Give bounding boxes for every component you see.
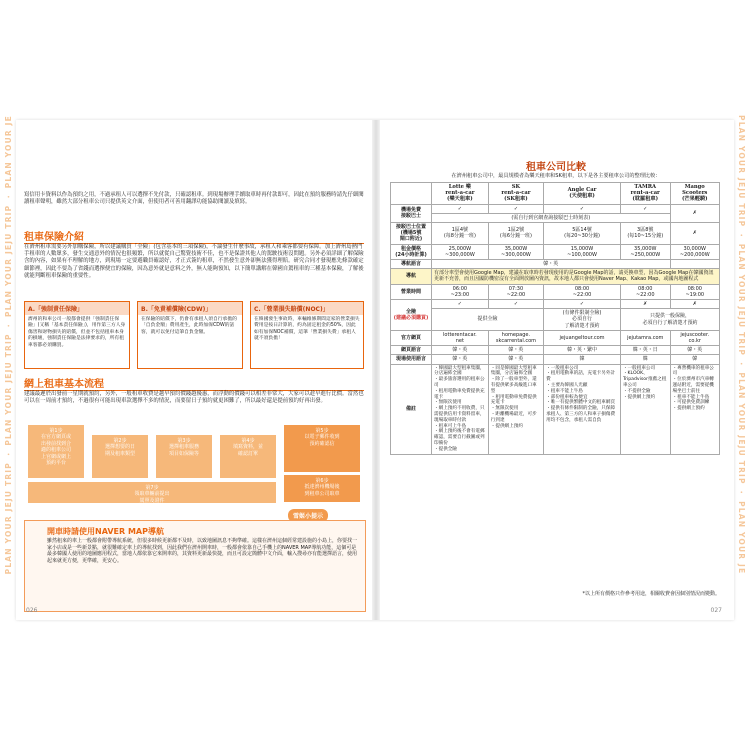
row-header-staff-lang: 現場使用語言 bbox=[391, 355, 432, 364]
page-number-left: 026 bbox=[26, 607, 38, 614]
card-body: 在保險的賠償下，仍會有承租人須自行承擔的「自負金額」費用產生，此時加保CDW的話客，就可以免付這筆自負金額。 bbox=[141, 317, 237, 335]
table-cell: 韓・英 bbox=[432, 346, 489, 355]
left-page bbox=[16, 120, 374, 620]
col-tamra: TAMRA rent-a-car (耽羅租車) bbox=[620, 183, 670, 205]
row-header-full-insurance bbox=[391, 300, 432, 331]
table-cell: ✗ bbox=[670, 300, 719, 309]
full-insurance-sub: (建議必須購買) bbox=[393, 314, 429, 321]
table-cell: 韓 bbox=[620, 355, 670, 364]
table-cell: ・同是韓國最大型租車集團，分店遍佈全國 ・除了一般車型外，還有提供眾多高級進口車型 ・租用電動車免費提供充電卡 ・無限次使用 ・距離機場最近，可步行到達 ・提供網上預約 bbox=[488, 364, 543, 454]
table-cell: 06:00 ~23:00 bbox=[432, 284, 489, 299]
table-cell: 08:00 ~22:00 bbox=[620, 284, 670, 299]
col-sk: SK rent-a-car (SK租車) bbox=[488, 183, 543, 205]
table-cell: ・專營機車的租車公司 ・位於濟州市汽車轉運站附近，需要從機場坐巴士前往 ・租車不能上牛島 ・可提供免費訓練 ・提供網上預約 bbox=[670, 364, 719, 454]
row-header-bus-stop: 接駁巴士位置 (機場5號 閘口附近) bbox=[391, 223, 432, 245]
table-cell: 15,000W ~100,000W bbox=[544, 244, 621, 259]
flow-step-3: 第3步 選擇租車服務 項目如保險等 bbox=[156, 435, 212, 478]
flow-step-4: 第4步 填寫資料，並 確認訂單 bbox=[220, 435, 276, 478]
table-cell: lotterentacar. net bbox=[432, 330, 489, 345]
book-spread bbox=[16, 120, 734, 620]
table-cell: 韓 bbox=[544, 355, 621, 364]
table-cell: ✓ bbox=[432, 204, 489, 213]
full-insurance-label: 全險 bbox=[405, 308, 416, 315]
side-banner-right: PLAN YOUR JEJU TRIP ・ PLAN YOUR JEJU TRIP ・ PLAN YOUR JEJU TRIP ・ PLAN YOUR JE bbox=[737, 115, 746, 575]
table-cell: 5區14號 (每20~30分鐘) bbox=[544, 223, 621, 245]
price-footnote: *以上所有價格只作參考用途，相關收費會因個別情況而變動。 bbox=[582, 591, 720, 597]
table-cell: ✓ bbox=[488, 300, 543, 309]
table-cell: ✓ bbox=[620, 204, 670, 213]
table-cell: 35,000W ~250,000W bbox=[620, 244, 670, 259]
table-row bbox=[391, 346, 720, 355]
table-cell: 1區2號 (每6分鐘一班) bbox=[488, 223, 543, 245]
table-cell: 韓・英 bbox=[488, 346, 543, 355]
flow-step-6: 第6步 抵達濟州機場後 到租車公司取車 bbox=[284, 475, 360, 502]
table-cell: homepage. skcarrental.com bbox=[488, 330, 543, 345]
table-row bbox=[391, 244, 720, 259]
row-header-hours: 營業時間 bbox=[391, 284, 432, 299]
insurance-heading bbox=[24, 228, 364, 244]
tip-title: 開車時請使用NAVER MAP導航 bbox=[47, 527, 164, 536]
table-row bbox=[391, 269, 720, 284]
flow-step-2: 第2步 選擇想要的日 期及租車類型 bbox=[92, 435, 148, 478]
table-header-row bbox=[391, 183, 720, 205]
table-cell: 08:00 ~19:00 bbox=[670, 284, 719, 299]
table-corner bbox=[391, 183, 432, 205]
table-cell: jejuangeltour.com bbox=[544, 330, 621, 345]
flow-heading bbox=[24, 375, 364, 391]
row-header-nav: 導航 bbox=[391, 269, 432, 284]
table-cell: 韓・英 bbox=[488, 355, 543, 364]
row-header-airport-bus: 機場免費 接駁巴士 bbox=[391, 204, 432, 222]
card-body: 在韓國發生事故時，車輛維修期間這家的營業損失費用是按日計算的，約為固定租金的50%，因此如有加保NOC補償，這筆「營業損失費」承租人就不須負擔！ bbox=[254, 317, 360, 342]
table-cell: ✗ bbox=[670, 223, 719, 245]
table-cell: (需自行到官網查詢接駁巴士時刻表) bbox=[432, 213, 671, 222]
card-cdw-insurance bbox=[137, 301, 243, 369]
side-banner-left: PLAN YOUR JEJU TRIP ・ PLAN YOUR JEJU TRIP ・ PLAN YOUR JEJU TRIP ・ PLAN YOUR JE bbox=[4, 115, 13, 575]
row-header-price: 租金價格 (24小時計算) bbox=[391, 244, 432, 259]
table-row bbox=[391, 284, 720, 299]
table-row bbox=[391, 204, 720, 213]
table-cell: 韓 bbox=[670, 355, 719, 364]
flow-step-1: 第1步 在官方網頁或 出發前找到合 適的租車公司 上官網或網上 預約平台 bbox=[28, 425, 84, 478]
table-cell: 韓・英 bbox=[432, 355, 489, 364]
card-title: B.「免責補償險(CDW)」 bbox=[138, 302, 242, 315]
table-cell: 韓・英 bbox=[432, 260, 671, 269]
intro-text: 寫信用卡資料以作為預約之用，不過承租人可以選擇不先付款，只確認租車。到現場辦理手續取車時再付款即可，因此在預約服務時請先仔細閱讀租車聲明，雖然大部分租車公司只提供英文介面，但使用者可善用翻譯功能協助閱讀及填寫。 bbox=[24, 192, 364, 206]
table-cell: 韓・英 bbox=[670, 346, 719, 355]
card-body: 濟州的和車公司一般都會提供「強制責任保險」(又稱「基本責任保險」)，用作第三方人身傷害和財物損失的賠償，但並不包括租車本身的損壞，強制責任保險是法律要求的，所有租車客都必須購買。 bbox=[28, 317, 126, 348]
table-cell: 07:30 ~22:00 bbox=[488, 284, 543, 299]
row-header-nav-lang: 導航語言 bbox=[391, 260, 432, 269]
table-row bbox=[391, 364, 720, 454]
table-cell: 3區8號 (每10~15分鐘) bbox=[620, 223, 670, 245]
table-row bbox=[391, 300, 720, 309]
row-header-web-lang: 網頁語言 bbox=[391, 346, 432, 355]
comparison-table bbox=[390, 182, 720, 455]
table-row bbox=[391, 223, 720, 245]
flow-step-5: 第5步 以電子郵件收到 預約確認信 bbox=[284, 425, 360, 472]
compare-subtitle: 在濟州租車公司中，最具規模者為樂天租車和SK租車，以下是各主要租車公司的整理比較： bbox=[451, 173, 661, 179]
table-cell: ・韓國最大型租車集團，分店遍佈全國 ・最多旅客選用的租車公司 ・租用電動車免費提供充電卡 ・無限次使用 ・網上預約不用收費，只需提供信用卡資料留車，現場取車時付款 ・租車可上牛島 ・網上預約後不會有電郵確認，需要自行截圖或列印備份 ・提供全險 bbox=[432, 364, 489, 454]
insurance-title: 租車保險介紹 bbox=[24, 232, 84, 243]
table-cell: 韓・英・繁中 bbox=[544, 346, 621, 355]
col-mango: Mango Scooters (芒果輕騎) bbox=[670, 183, 719, 205]
table-row bbox=[391, 355, 720, 364]
card-title: C.「營業損失賠償(NOC)」 bbox=[251, 302, 363, 315]
card-mandatory-insurance bbox=[24, 301, 130, 369]
table-cell: ✗ bbox=[620, 300, 670, 309]
col-angle: Angle Car (天使租車) bbox=[544, 183, 621, 205]
tip-body: 雖然租來的車上一般都會附帶導航系統，但很多時候更新都不及時，以致地圖訊息不夠準確。這樣在濟州這個經常建設施的小島上，你要找一家小店或是一些新景點，就很難確定車上的導航找到，因此我們在濟州開車時，一般都會依靠自己手機上的NAVER MAP導航功能，這個可是最多韓國人使用的地圖應用程式，當地人都依靠它來開車的，其資料更新最快捷，而且可設定簡體中文介面，輸入搜尋亦有能選擇語言，使用起來就更方便，更準確，更安心。 bbox=[47, 538, 358, 564]
table-cell: ・一般租車公司 ・KLOOK、Tripadvisor推薦之租車公司 ・不提供全險 ・提供網上預約 bbox=[620, 364, 670, 454]
col-lotte: Lotte 樂 rent-a-car (樂天租車) bbox=[432, 183, 489, 205]
table-cell: 08:00 ~22:00 bbox=[544, 284, 621, 299]
table-cell: ✓ bbox=[544, 300, 621, 309]
table-cell: ✓ bbox=[488, 204, 543, 213]
table-row bbox=[391, 260, 720, 269]
tip-badge: 雪姬小提示 bbox=[288, 509, 328, 522]
compare-title: 租車公司比較 bbox=[526, 162, 586, 173]
card-title: A.「強制責任保險」 bbox=[25, 302, 129, 315]
tip-box bbox=[24, 520, 366, 612]
table-cell: 只提供一般保險， 必須自行了解清楚才預約 bbox=[620, 309, 719, 331]
table-cell bbox=[670, 260, 719, 269]
table-cell: 韓・英・日 bbox=[620, 346, 670, 355]
insurance-body: 在濟州租車需要另外加購保險，所以建議購買「全險」(包含基本的三項保險)，不論發生什麼事故，承租人和乘客都要有保障。加上濟州島熱門手租車的人數眾多，發生交通意外的情況也很頻繁，所以就從自己驚覺技術不佳，也不是保證其他人的駕駛技術沒問題。另外必須詳細了解保險含的內容，如果有不理解的地方，到現場一定要避職員確認好，才正式簽約租車，不然發生意外卻無法獲得理賠。研究合同才發現應先條款確定細節裡，因此不要為了省錢而選擇便宜的保險，因為意外就是意料之外，無人能夠預知，以下簡單講解在韓國自駕租車的三種基本保險，了解後就能判斷租車保險的重要性。 bbox=[24, 244, 364, 279]
table-cell: ✗ bbox=[670, 204, 719, 222]
table-cell: 提供全險 bbox=[432, 309, 544, 331]
table-cell: jejutamra.com bbox=[620, 330, 670, 345]
row-header-website: 官方網頁 bbox=[391, 330, 432, 345]
flow-body: 建議最遲於出發前一星期就預約，另外，一般租車收費是越早預約價錢越優惠，而浮動的價錢可以相差非常大，大家可以趁早進行比價。當然也可以在一周前才預約，不過很有可能出現車款選擇不多的情況，而要留日子預約就更困難了，所以最好還是提前預約好再出發。 bbox=[24, 391, 364, 405]
table-row bbox=[391, 330, 720, 345]
table-cell: ✓ bbox=[432, 300, 489, 309]
table-cell: 25,000W ~300,000W bbox=[432, 244, 489, 259]
card-noc-insurance bbox=[250, 301, 364, 369]
table-cell: 1區4號 (每8分鐘一班) bbox=[432, 223, 489, 245]
table-cell: 有部分車型會使用Google Map，建議在取車時若發現使用的是Google Map的話，請更換車型，因為Google Map在韓國資訊更新不充善，而且因國防機密沒有全面開放圖內資訊，故本地人都只會使用Naver Map、Kakao Map，或國內地圖程式 bbox=[432, 269, 720, 284]
table-cell: jejuscooter. co.kr bbox=[670, 330, 719, 345]
table-row bbox=[391, 309, 720, 331]
row-header-notes: 備註 bbox=[391, 364, 432, 454]
table-cell: 35,000W ~300,000W bbox=[488, 244, 543, 259]
right-page bbox=[378, 120, 734, 620]
table-cell: ✓ bbox=[544, 204, 621, 213]
table-cell: 30,000W ~200,000W bbox=[670, 244, 719, 259]
flow-title: 網上租車基本流程 bbox=[24, 379, 104, 390]
table-cell: (有條件限制全險) 必須自行 了解清楚才預約 bbox=[544, 309, 621, 331]
table-cell: ・一般租車公司 ・租用電動車的話，充電卡另外計費 ・主要為韓國人光顧 ・租車不能上牛島 ・部份租車較為便宜 ・唯一有提供繁體中文的租車網頁 ・提供有條件限制的全險，只保障承租人、第三方的人和車子損傷費用均不包含，承租人需自負 bbox=[544, 364, 621, 454]
flow-step-7: 第7步 領取車輛前提出 駕照及證件 bbox=[28, 482, 276, 503]
page-number-right: 027 bbox=[710, 607, 722, 614]
